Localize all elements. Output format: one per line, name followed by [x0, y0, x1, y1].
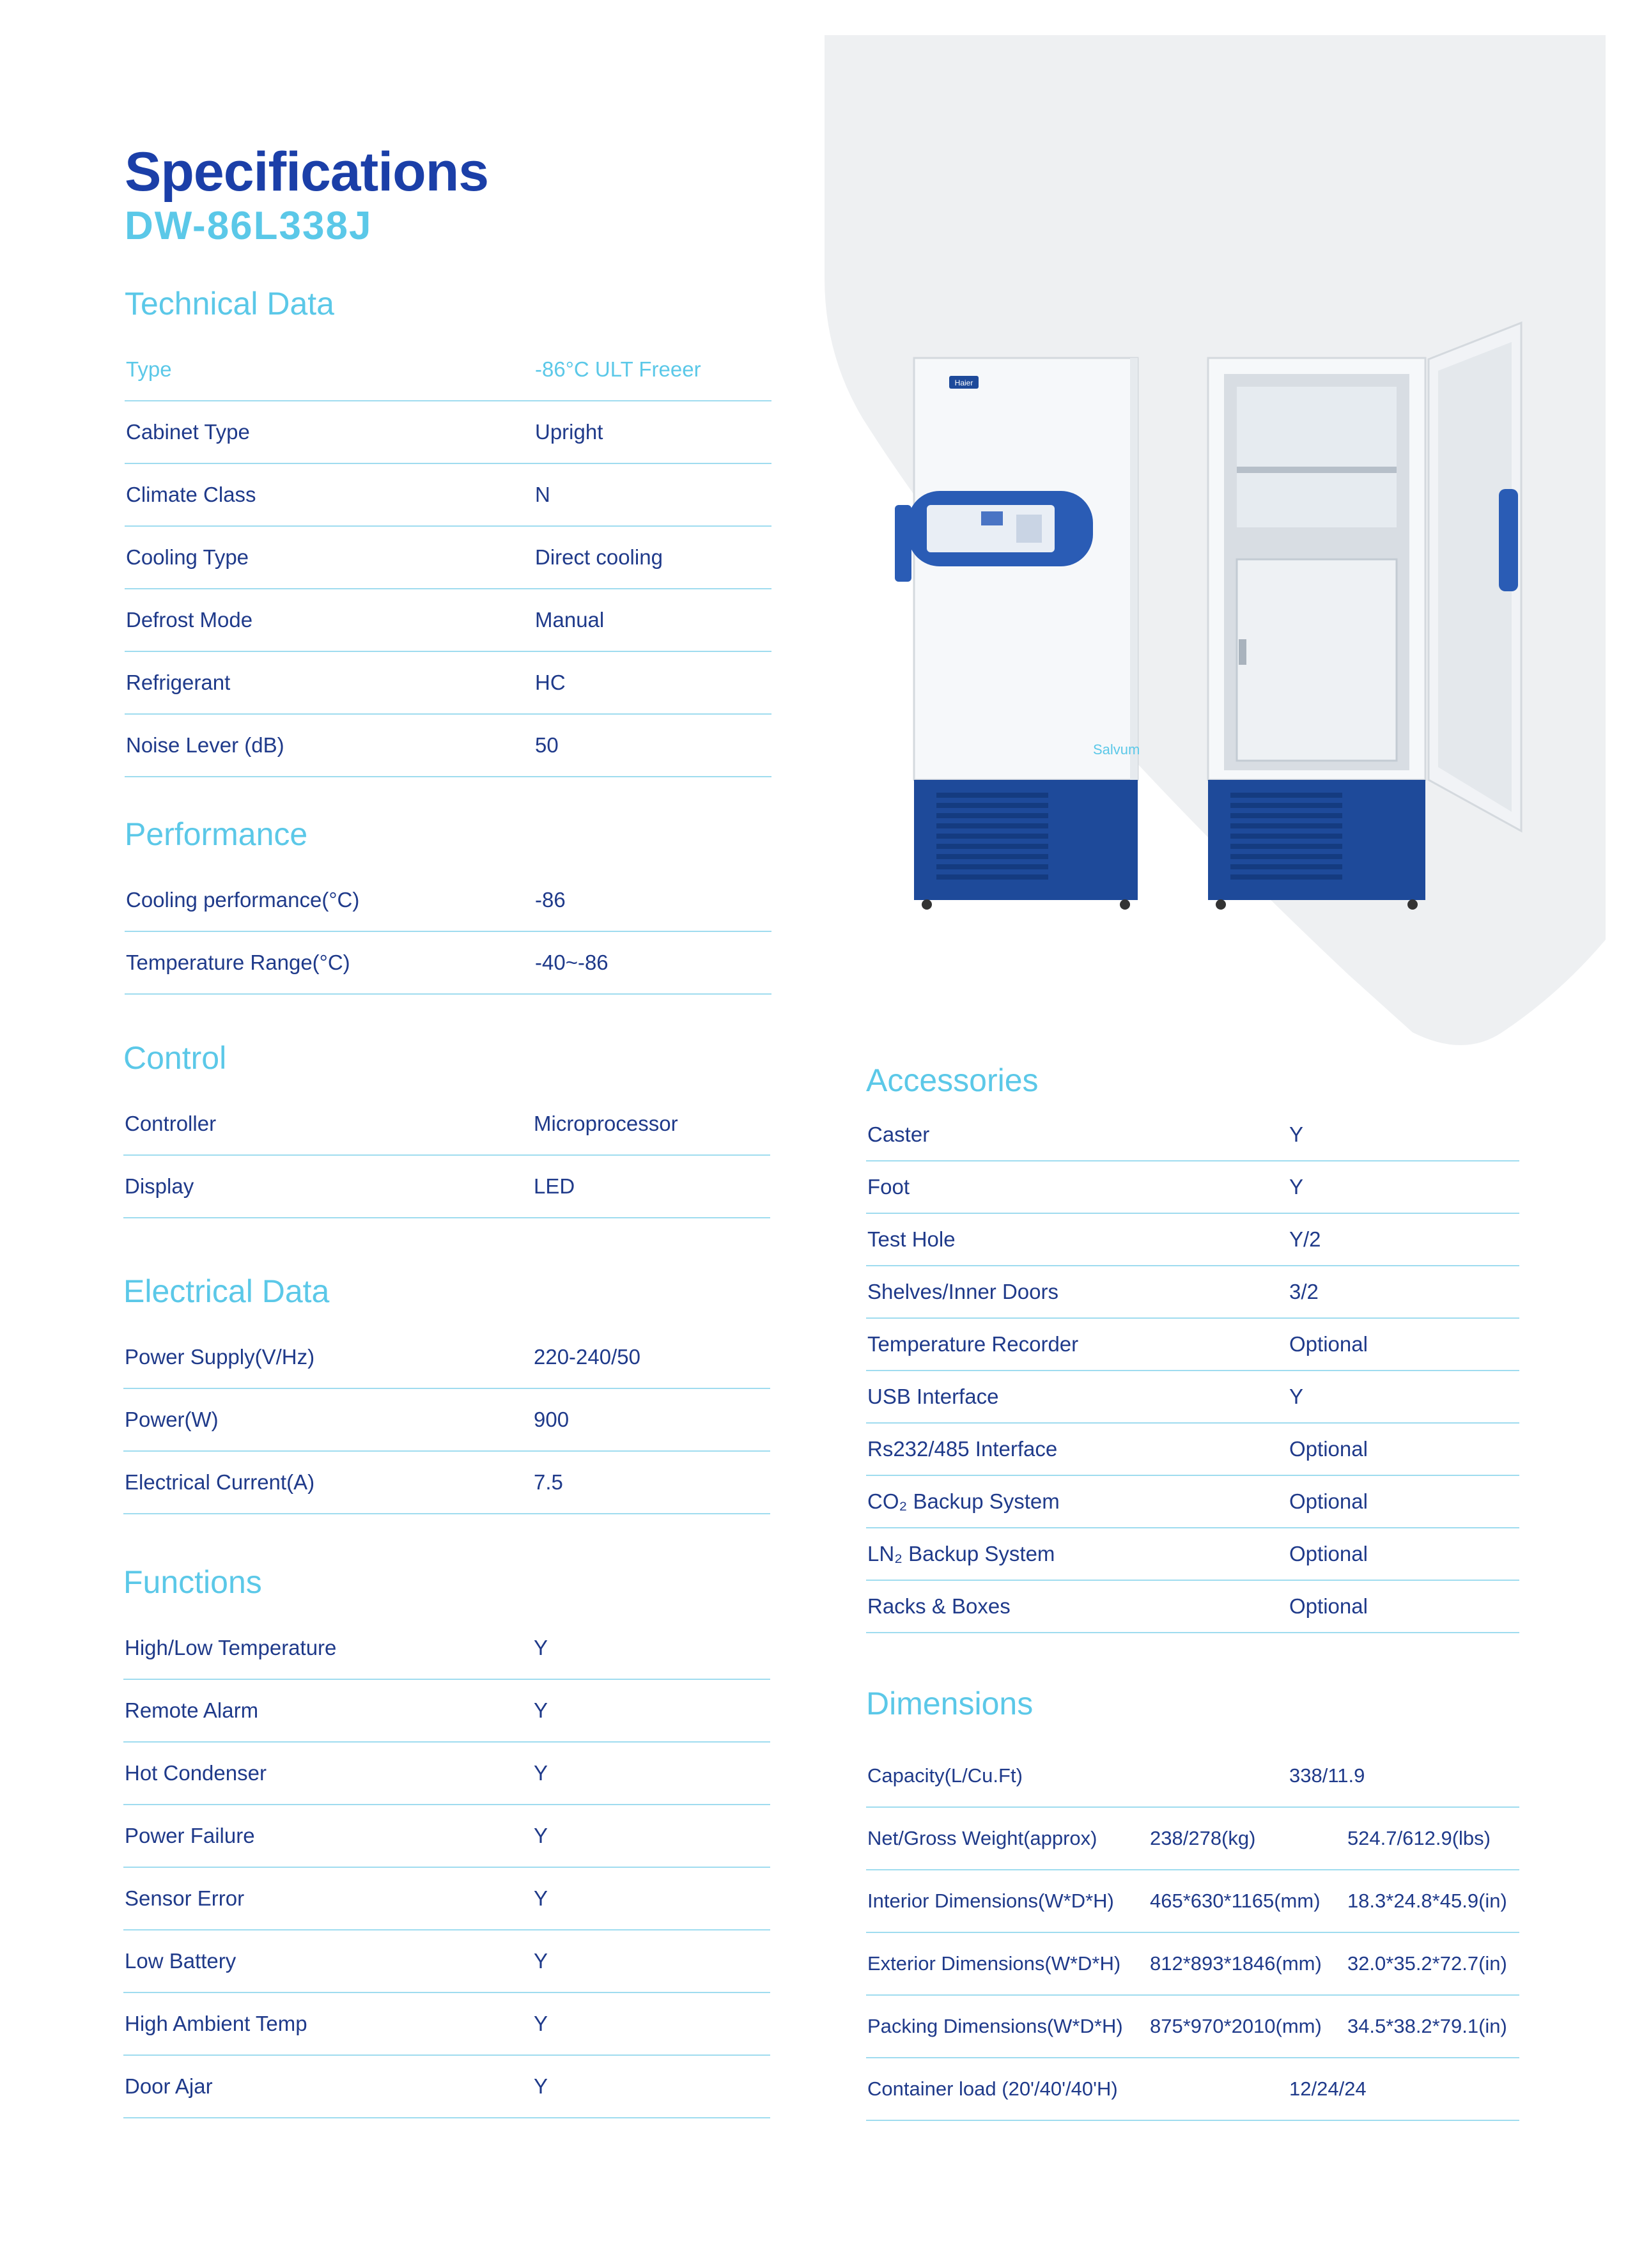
table-row: [125, 932, 771, 995]
row-value: Upright: [535, 420, 603, 444]
imperial-value: 32.0*35.2*72.7(in): [1347, 1952, 1507, 1975]
table-row: [866, 1528, 1519, 1581]
metric-value: 465*630*1165(mm): [1150, 1890, 1321, 1912]
row-value: HC: [535, 671, 566, 694]
table-row: [123, 1805, 770, 1868]
metric-value: 812*893*1846(mm): [1150, 1952, 1322, 1975]
table-row: [866, 1266, 1519, 1319]
imperial-value: 18.3*24.8*45.9(in): [1347, 1890, 1507, 1912]
row-label: Test Hole: [867, 1227, 956, 1251]
row-value: Optional: [1289, 1437, 1368, 1461]
row-value: -40~-86: [535, 951, 608, 974]
row-value: Y: [1289, 1122, 1304, 1146]
row-label: Display: [125, 1174, 194, 1198]
row-value: LED: [534, 1174, 575, 1198]
row-value: Optional: [1289, 1542, 1368, 1565]
row-label: Temperature Range(°C): [126, 951, 350, 974]
table-row: [866, 1808, 1519, 1870]
row-value: Y: [534, 1824, 548, 1847]
row-value: Optional: [1289, 1594, 1368, 1618]
row-label: Door Ajar: [125, 2074, 213, 2098]
row-value: 3/2: [1289, 1280, 1319, 1303]
table-row: [123, 1093, 770, 1156]
table-row: [125, 527, 771, 589]
row-value: Y: [1289, 1175, 1304, 1199]
row-label: High Ambient Temp: [125, 2012, 307, 2035]
section-title: Dimensions: [866, 1686, 1034, 1721]
table-row: [123, 1680, 770, 1743]
row-value: N: [535, 483, 550, 506]
table-row: [123, 1389, 770, 1452]
row-value: Microprocessor: [534, 1112, 678, 1135]
row-label: Racks & Boxes: [867, 1594, 1011, 1618]
row-value: Y: [534, 1636, 548, 1659]
table-row: [866, 1996, 1519, 2058]
table-row: [123, 1993, 770, 2056]
row-value: Manual: [535, 608, 605, 632]
row-label: Climate Class: [126, 483, 256, 506]
table-row: [866, 2058, 1519, 2121]
row-value: Y: [534, 1949, 548, 1973]
table-row: [866, 1319, 1519, 1371]
row-label: LN₂ Backup System: [867, 1542, 1055, 1565]
row-label: Cooling Type: [126, 545, 249, 569]
table-row: [123, 1452, 770, 1514]
section-title: Control: [123, 1040, 227, 1076]
row-value: Optional: [1289, 1332, 1368, 1356]
row-label: Defrost Mode: [126, 608, 253, 632]
table-row: [866, 1371, 1519, 1424]
table-row: [125, 339, 771, 401]
row-value: Y: [534, 1886, 548, 1910]
table-row: [866, 1933, 1519, 1996]
row-label: Temperature Recorder: [867, 1332, 1079, 1356]
row-value: 338/11.9: [1289, 1764, 1365, 1787]
freezer-closed-illustration: [895, 358, 1140, 910]
row-value: -86°C ULT Freeer: [535, 357, 701, 381]
row-label: Controller: [125, 1112, 217, 1135]
row-label: Container load (20'/40'/40'H): [867, 2078, 1118, 2100]
row-label: Noise Lever (dB): [126, 733, 284, 757]
row-label: Hot Condenser: [125, 1761, 267, 1785]
table-row: [123, 1868, 770, 1930]
row-label: Power(W): [125, 1408, 219, 1431]
row-value: 7.5: [534, 1470, 563, 1494]
imperial-value: 34.5*38.2*79.1(in): [1347, 2015, 1507, 2037]
table-row: [123, 1743, 770, 1805]
row-label: Net/Gross Weight(approx): [867, 1827, 1097, 1849]
row-label: Foot: [867, 1175, 910, 1199]
row-value: Direct cooling: [535, 545, 663, 569]
row-label: Exterior Dimensions(W*D*H): [867, 1952, 1121, 1975]
section-title: Electrical Data: [123, 1273, 330, 1309]
row-label: Low Battery: [125, 1949, 236, 1973]
imperial-value: 524.7/612.9(lbs): [1347, 1827, 1491, 1849]
row-label: USB Interface: [867, 1385, 999, 1408]
row-label: Refrigerant: [126, 671, 231, 694]
row-value: Y: [1289, 1385, 1304, 1408]
section-title: Performance: [125, 816, 308, 852]
control-section: [123, 1036, 770, 1218]
table-row: [123, 1617, 770, 1680]
freezer-open-illustration: [1208, 323, 1521, 910]
row-value: Optional: [1289, 1489, 1368, 1513]
model-number: DW-86L338J: [125, 204, 373, 248]
table-row: [125, 464, 771, 527]
table-row: [125, 715, 771, 777]
row-label: Electrical Current(A): [125, 1470, 315, 1494]
dimensions-section: [866, 1681, 1519, 2121]
row-label: Remote Alarm: [125, 1698, 259, 1722]
accessories-section: [866, 1058, 1519, 1633]
row-label: Interior Dimensions(W*D*H): [867, 1890, 1114, 1912]
row-label: Packing Dimensions(W*D*H): [867, 2015, 1123, 2037]
table-row: [866, 1870, 1519, 1933]
table-row: [866, 1214, 1519, 1266]
row-value: Y: [534, 2012, 548, 2035]
electrical-data-section: [123, 1269, 770, 1514]
table-row: [125, 652, 771, 715]
row-value: Y: [534, 2074, 548, 2098]
row-label: Caster: [867, 1122, 930, 1146]
table-row: [125, 401, 771, 464]
badge-text: Salvum: [1093, 742, 1140, 757]
row-value: 900: [534, 1408, 570, 1431]
performance-section: [125, 812, 771, 995]
row-label: High/Low Temperature: [125, 1636, 337, 1659]
table-row: [866, 1161, 1519, 1214]
row-label: Cabinet Type: [126, 420, 250, 444]
section-title: Functions: [123, 1564, 262, 1600]
table-row: [866, 1476, 1519, 1528]
table-row: [125, 869, 771, 932]
row-value: Y: [534, 1698, 548, 1722]
row-label: Cooling performance(°C): [126, 888, 360, 912]
section-title: Technical Data: [125, 286, 334, 322]
technical-data-section: [125, 281, 771, 777]
row-label: Sensor Error: [125, 1886, 245, 1910]
row-value: 220-240/50: [534, 1345, 640, 1369]
row-value: Y: [534, 1761, 548, 1785]
metric-value: 238/278(kg): [1150, 1827, 1256, 1849]
row-label: Rs232/485 Interface: [867, 1437, 1058, 1461]
row-value: 50: [535, 733, 559, 757]
table-row: [866, 1109, 1519, 1161]
row-label: Power Failure: [125, 1824, 255, 1847]
table-row: [866, 1424, 1519, 1476]
row-label: Capacity(L/Cu.Ft): [867, 1764, 1023, 1787]
section-title: Accessories: [866, 1062, 1039, 1098]
row-label: CO₂ Backup System: [867, 1489, 1060, 1513]
table-row: [866, 1581, 1519, 1633]
row-label: Power Supply(V/Hz): [125, 1345, 315, 1369]
table-row: [123, 1930, 770, 1993]
row-value: 12/24/24: [1289, 2078, 1367, 2100]
row-value: -86: [535, 888, 566, 912]
row-value: Y/2: [1289, 1227, 1321, 1251]
metric-value: 875*970*2010(mm): [1150, 2015, 1322, 2037]
brand-logo: Haier: [954, 378, 973, 387]
page-title: Specifications: [125, 141, 489, 203]
row-label: Type: [126, 357, 172, 381]
table-row: [123, 1156, 770, 1218]
table-row: [123, 1326, 770, 1389]
table-row: [866, 1745, 1519, 1808]
functions-section: [123, 1560, 770, 2118]
row-label: Shelves/Inner Doors: [867, 1280, 1058, 1303]
table-row: [125, 589, 771, 652]
product-image: [888, 320, 1534, 914]
table-row: [123, 2056, 770, 2118]
